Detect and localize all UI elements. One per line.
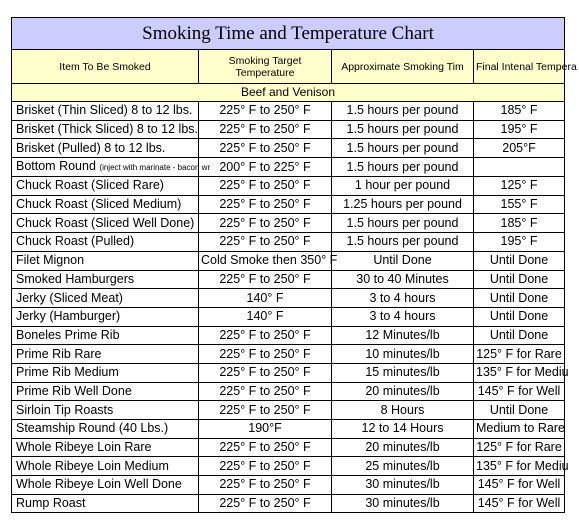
item-name: Brisket (Pulled) 8 to 12 lbs. — [16, 140, 166, 155]
target-temperature-cell[interactable]: 225° F to 250° F — [199, 214, 332, 233]
smoking-time-cell[interactable]: 1.5 hours per pound — [332, 233, 474, 252]
final-temperature-cell[interactable]: 195° F — [474, 120, 565, 139]
section-label[interactable]: Beef and Venison — [12, 84, 565, 102]
target-temperature-cell[interactable]: 225° F to 250° F — [199, 345, 332, 364]
target-temperature-cell[interactable]: 140° F — [199, 307, 332, 326]
target-temperature-cell[interactable]: 200° F to 225° F — [199, 158, 332, 177]
smoking-time-cell[interactable]: 3 to 4 hours — [332, 307, 474, 326]
table-row — [12, 195, 565, 214]
table-row — [12, 214, 565, 233]
smoking-time-cell[interactable]: 1.5 hours per pound — [332, 102, 474, 121]
item-name: Chuck Roast (Sliced Medium) — [16, 197, 182, 212]
target-temperature-cell[interactable]: 140° F — [199, 289, 332, 308]
chart-title[interactable]: Smoking Time and Temperature Chart — [12, 18, 565, 50]
item-name: Steamship Round (40 Lbs.) — [16, 421, 169, 436]
table-row — [12, 494, 565, 513]
table-row — [12, 420, 565, 439]
final-temperature-cell[interactable]: 135° F for Mediu — [474, 457, 565, 476]
final-temperature-cell[interactable]: 145° F for Well — [474, 382, 565, 401]
item-cell[interactable] — [12, 233, 199, 252]
target-temperature-cell[interactable]: 225° F to 250° F — [199, 476, 332, 495]
item-cell[interactable] — [12, 363, 199, 382]
final-temperature-cell[interactable]: 135° F for Mediu — [474, 363, 565, 382]
item-name: Rump Roast — [16, 496, 86, 511]
item-cell[interactable] — [12, 289, 199, 308]
item-name: Chuck Roast (Sliced Well Done) — [16, 215, 195, 230]
final-temperature-cell[interactable]: 125° F for Rare — [474, 345, 565, 364]
smoking-time-cell[interactable]: 1.5 hours per pound — [332, 158, 474, 177]
final-temperature-cell[interactable]: 205°F — [474, 139, 565, 158]
item-cell[interactable] — [12, 251, 199, 270]
item-name: Chuck Roast (Sliced Rare) — [16, 178, 164, 193]
target-temperature-cell[interactable]: 225° F to 250° F — [199, 270, 332, 289]
table-row — [12, 457, 565, 476]
smoking-time-cell[interactable]: 20 minutes/lb — [332, 382, 474, 401]
target-temperature-cell[interactable]: 225° F to 250° F — [199, 195, 332, 214]
target-temperature-cell[interactable]: 225° F to 250° F — [199, 363, 332, 382]
item-cell[interactable] — [12, 120, 199, 139]
item-cell[interactable] — [12, 494, 199, 513]
final-temperature-cell[interactable]: 185° F — [474, 214, 565, 233]
smoking-time-cell[interactable]: 12 to 14 Hours — [332, 420, 474, 439]
table-row — [12, 326, 565, 345]
target-temperature-cell[interactable]: Cold Smoke then 350° F — [199, 251, 332, 270]
smoking-time-cell[interactable]: 1.25 hours per pound — [332, 195, 474, 214]
item-name: Whole Ribeye Loin Rare — [16, 440, 152, 455]
table-row — [12, 177, 565, 196]
table-row — [12, 476, 565, 495]
table-row — [12, 233, 565, 252]
target-temperature-cell[interactable]: 225° F to 250° F — [199, 139, 332, 158]
item-cell[interactable] — [12, 345, 199, 364]
item-name: Whole Ribeye Loin Well Done — [16, 477, 182, 492]
final-temperature-cell[interactable]: Until Done — [474, 289, 565, 308]
smoking-time-cell[interactable]: 30 minutes/lb — [332, 476, 474, 495]
final-temperature-cell[interactable]: Until Done — [474, 270, 565, 289]
target-temperature-cell[interactable]: 225° F to 250° F — [199, 102, 332, 121]
item-name: Bottom Round — [16, 159, 96, 174]
target-temperature-cell[interactable]: 225° F to 250° F — [199, 401, 332, 420]
item-name: Chuck Roast (Pulled) — [16, 234, 135, 249]
target-temperature-cell[interactable]: 190°F — [199, 420, 332, 439]
item-name: Prime Rib Well Done — [16, 383, 132, 398]
smoking-time-cell[interactable]: 8 Hours — [332, 401, 474, 420]
target-temperature-cell[interactable]: 225° F to 250° F — [199, 457, 332, 476]
smoking-time-cell[interactable]: 1.5 hours per pound — [332, 120, 474, 139]
item-cell[interactable] — [12, 401, 199, 420]
table-row — [12, 158, 565, 177]
smoking-time-cell[interactable]: 30 minutes/lb — [332, 494, 474, 513]
final-temperature-cell[interactable]: Until Done — [474, 326, 565, 345]
final-temperature-cell[interactable]: 145° F for Well — [474, 476, 565, 495]
final-temperature-cell[interactable]: Until Done — [474, 307, 565, 326]
target-temperature-cell[interactable]: 225° F to 250° F — [199, 382, 332, 401]
item-name: Whole Ribeye Loin Medium — [16, 458, 169, 473]
smoking-time-cell[interactable]: 12 Minutes/lb — [332, 326, 474, 345]
item-note: (inject with marinate - bacon wr — [99, 163, 211, 173]
smoking-time-cell[interactable]: 10 minutes/lb — [332, 345, 474, 364]
target-temperature-cell[interactable]: 225° F to 250° F — [199, 233, 332, 252]
smoking-time-cell[interactable]: 30 to 40 Minutes — [332, 270, 474, 289]
final-temperature-cell[interactable]: 195° F — [474, 233, 565, 252]
table-row — [12, 139, 565, 158]
item-cell[interactable] — [12, 139, 199, 158]
final-temperature-cell[interactable] — [474, 158, 565, 177]
final-temperature-cell[interactable]: Until Done — [474, 251, 565, 270]
item-name: Brisket (Thin Sliced) 8 to 12 lbs. — [16, 103, 193, 118]
header-row — [12, 50, 565, 84]
final-temperature-cell[interactable]: Medium to Rare — [474, 420, 565, 439]
final-temperature-cell[interactable]: 185° F — [474, 102, 565, 121]
target-temperature-cell[interactable]: 225° F to 250° F — [199, 326, 332, 345]
item-cell[interactable] — [12, 438, 199, 457]
item-cell[interactable] — [12, 195, 199, 214]
item-name: Prime Rib Rare — [16, 346, 102, 361]
item-cell[interactable] — [12, 307, 199, 326]
final-temperature-cell[interactable]: 145° F for Well — [474, 494, 565, 513]
table-row — [12, 307, 565, 326]
final-temperature-cell[interactable]: Until Done — [474, 401, 565, 420]
table-row — [12, 363, 565, 382]
item-cell[interactable] — [12, 457, 199, 476]
item-cell[interactable] — [12, 158, 211, 177]
item-name: Smoked Hamburgers — [16, 271, 135, 286]
final-temperature-cell[interactable]: 155° F — [474, 195, 565, 214]
item-name: Boneles Prime Rib — [16, 327, 120, 342]
smoking-time-cell[interactable]: 1 hour per pound — [332, 177, 474, 196]
table-row — [12, 289, 565, 308]
item-name: Brisket (Thick Sliced) 8 to 12 lbs. — [16, 122, 199, 137]
target-temperature-cell[interactable]: 225° F to 250° F — [199, 177, 332, 196]
header-final-temperature[interactable]: Final Intenal Tempera — [474, 50, 565, 84]
target-temperature-cell[interactable]: 225° F to 250° F — [199, 120, 332, 139]
smoking-time-cell[interactable]: 1.5 hours per pound — [332, 139, 474, 158]
item-cell[interactable] — [12, 326, 199, 345]
header-item[interactable]: Item To Be Smoked — [12, 50, 199, 84]
item-cell[interactable] — [12, 214, 199, 233]
smoking-chart-table — [11, 17, 577, 513]
table-row — [12, 345, 565, 364]
item-name: Jerky (Sliced Meat) — [16, 290, 123, 305]
item-name: Prime Rib Medium — [16, 365, 119, 380]
table-row — [12, 120, 565, 139]
target-temperature-cell[interactable]: 225° F to 250° F — [199, 438, 332, 457]
table-row — [12, 102, 565, 121]
table-row — [12, 270, 565, 289]
item-cell[interactable] — [12, 382, 199, 401]
item-name: Sirloin Tip Roasts — [16, 402, 114, 417]
item-cell[interactable] — [12, 102, 199, 121]
item-cell[interactable] — [12, 177, 199, 196]
smoking-time-cell[interactable]: 20 minutes/lb — [332, 438, 474, 457]
smoking-time-cell[interactable]: 25 minutes/lb — [332, 457, 474, 476]
header-smoking-time[interactable]: Approximate Smoking Tim — [332, 50, 474, 84]
target-temperature-cell[interactable]: 225° F to 250° F — [199, 494, 332, 513]
smoking-time-cell[interactable]: 1.5 hours per pound — [332, 214, 474, 233]
smoking-time-cell[interactable]: 3 to 4 hours — [332, 289, 474, 308]
table-row — [12, 251, 565, 270]
title-row — [12, 18, 565, 50]
item-cell[interactable] — [12, 420, 199, 439]
table-row — [12, 401, 565, 420]
item-name: Filet Mignon — [16, 253, 85, 268]
table-row — [12, 382, 565, 401]
item-cell[interactable] — [12, 270, 199, 289]
section-row — [12, 84, 565, 102]
final-temperature-cell[interactable]: 125° F — [474, 177, 565, 196]
table-row — [12, 438, 565, 457]
item-cell[interactable] — [12, 476, 199, 495]
smoking-time-cell[interactable]: Until Done — [332, 251, 474, 270]
final-temperature-cell[interactable]: 125° F for Rare — [474, 438, 565, 457]
spreadsheet — [11, 17, 577, 513]
item-name: Jerky (Hamburger) — [16, 309, 121, 324]
header-target-temperature[interactable]: Smoking Target Temperature — [199, 50, 332, 84]
smoking-time-cell[interactable]: 15 minutes/lb — [332, 363, 474, 382]
